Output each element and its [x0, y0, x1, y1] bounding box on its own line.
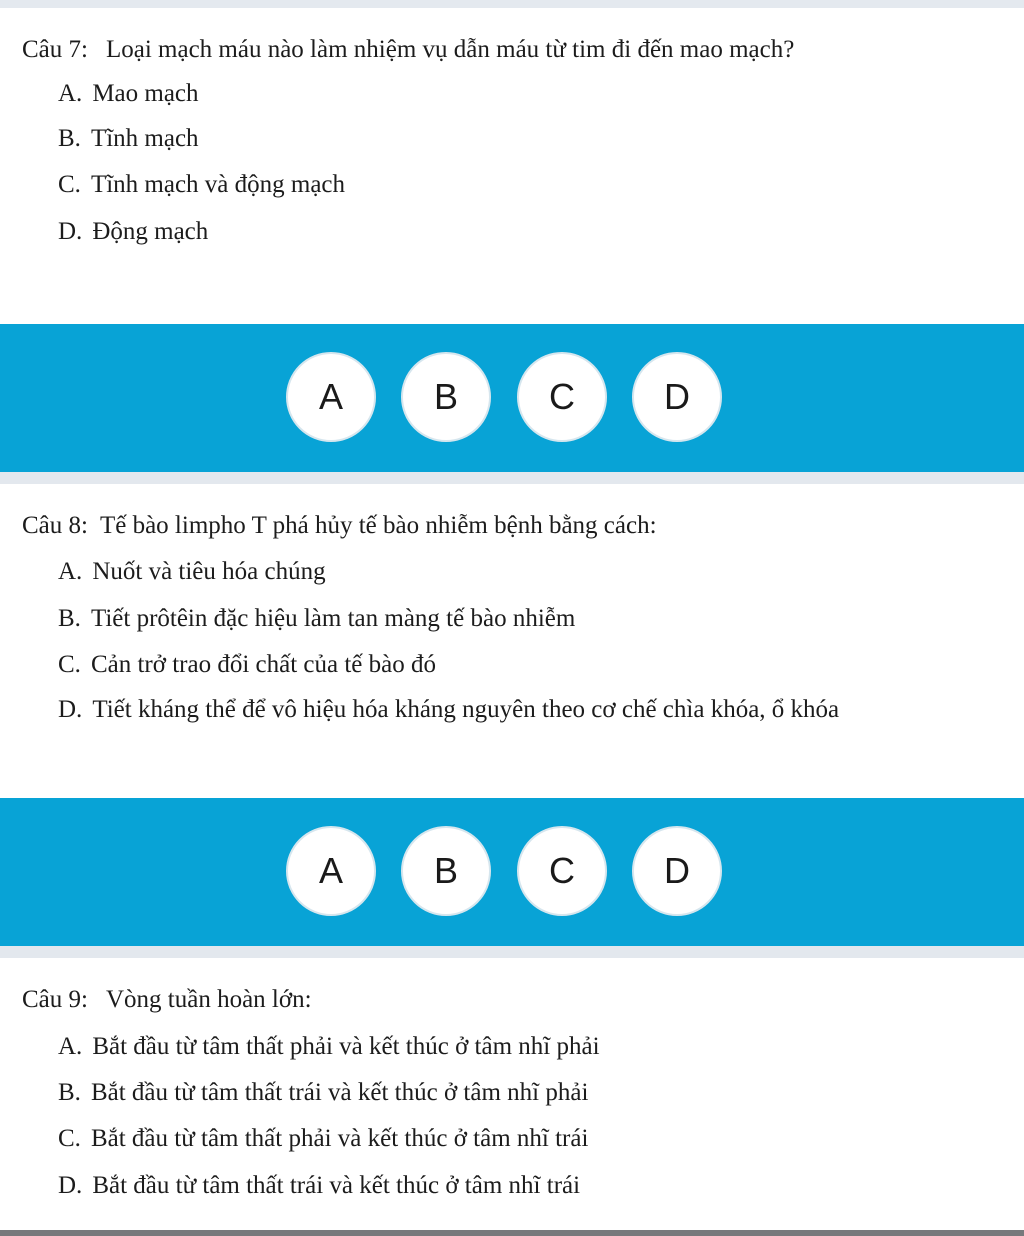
option-label: Tiết kháng thể để vô hiệu hóa kháng nguyên theo cơ chế chìa khóa, ổ khóa: [92, 696, 840, 723]
question-9-prompt: [22, 986, 312, 1014]
question-number: Câu 8:: [22, 512, 88, 539]
bottom-divider: [0, 1230, 1024, 1236]
question-9-option-d: [58, 1172, 580, 1200]
answer-button-c[interactable]: C: [517, 826, 607, 916]
question-card-9: [0, 958, 1024, 1230]
question-7-prompt: [22, 36, 794, 64]
option-letter: D.: [58, 696, 83, 723]
option-label: Tĩnh mạch: [90, 125, 199, 152]
question-9-option-a: [58, 1033, 600, 1061]
option-label: Động mạch: [92, 218, 209, 245]
question-8-option-c: [58, 651, 436, 679]
question-number: Câu 7:: [22, 36, 88, 63]
option-label: Bắt đầu từ tâm thất phải và kết thúc ở tâm nhĩ trái: [90, 1125, 589, 1152]
option-label: Cản trở trao đổi chất của tế bào đó: [90, 651, 436, 678]
question-7-option-a: [58, 80, 199, 108]
answer-bar-8: [0, 798, 1024, 946]
question-card-7: [0, 8, 1024, 324]
question-number: Câu 9:: [22, 986, 88, 1013]
option-label: Tiết prôtêin đặc hiệu làm tan màng tế bào nhiễm: [90, 605, 576, 632]
answer-button-d[interactable]: D: [632, 352, 722, 442]
question-7-option-d: [58, 218, 208, 246]
option-letter: C.: [58, 1125, 81, 1152]
question-8-option-a: [58, 558, 326, 586]
answer-button-a[interactable]: A: [286, 826, 376, 916]
option-label: Tĩnh mạch và động mạch: [90, 171, 346, 198]
answer-button-d[interactable]: D: [632, 826, 722, 916]
answer-button-c[interactable]: C: [517, 352, 607, 442]
answer-button-b[interactable]: B: [401, 826, 491, 916]
question-8-option-d: [58, 696, 839, 724]
option-label: Bắt đầu từ tâm thất trái và kết thúc ở tâm nhĩ trái: [92, 1172, 581, 1199]
question-8-option-b: [58, 605, 575, 633]
question-8-prompt: [22, 512, 657, 540]
question-text: Vòng tuần hoàn lớn:: [105, 986, 312, 1013]
option-label: Bắt đầu từ tâm thất phải và kết thúc ở tâm nhĩ phải: [92, 1033, 600, 1060]
option-letter: C.: [58, 171, 81, 198]
option-letter: A.: [58, 1033, 83, 1060]
answer-button-b[interactable]: B: [401, 352, 491, 442]
option-label: Mao mạch: [92, 80, 199, 107]
option-letter: A.: [58, 558, 83, 585]
question-text: Tế bào limpho T phá hủy tế bào nhiễm bệnh bằng cách:: [99, 512, 657, 539]
option-letter: B.: [58, 1079, 81, 1106]
option-letter: C.: [58, 651, 81, 678]
question-card-8: [0, 484, 1024, 798]
option-label: Nuốt và tiêu hóa chúng: [92, 558, 326, 585]
question-9-option-c: [58, 1125, 588, 1153]
option-letter: B.: [58, 125, 81, 152]
option-label: Bắt đầu từ tâm thất trái và kết thúc ở tâm nhĩ phải: [90, 1079, 589, 1106]
question-text: Loại mạch máu nào làm nhiệm vụ dẫn máu từ tim đi đến mao mạch?: [105, 36, 795, 63]
section-divider: [0, 946, 1024, 958]
option-letter: A.: [58, 80, 83, 107]
question-7-option-b: [58, 125, 199, 153]
answer-button-a[interactable]: A: [286, 352, 376, 442]
section-divider: [0, 472, 1024, 484]
option-letter: B.: [58, 605, 81, 632]
option-letter: D.: [58, 218, 83, 245]
top-divider: [0, 0, 1024, 8]
question-9-option-b: [58, 1079, 588, 1107]
question-7-option-c: [58, 171, 345, 199]
option-letter: D.: [58, 1172, 83, 1199]
answer-bar-7: [0, 324, 1024, 472]
